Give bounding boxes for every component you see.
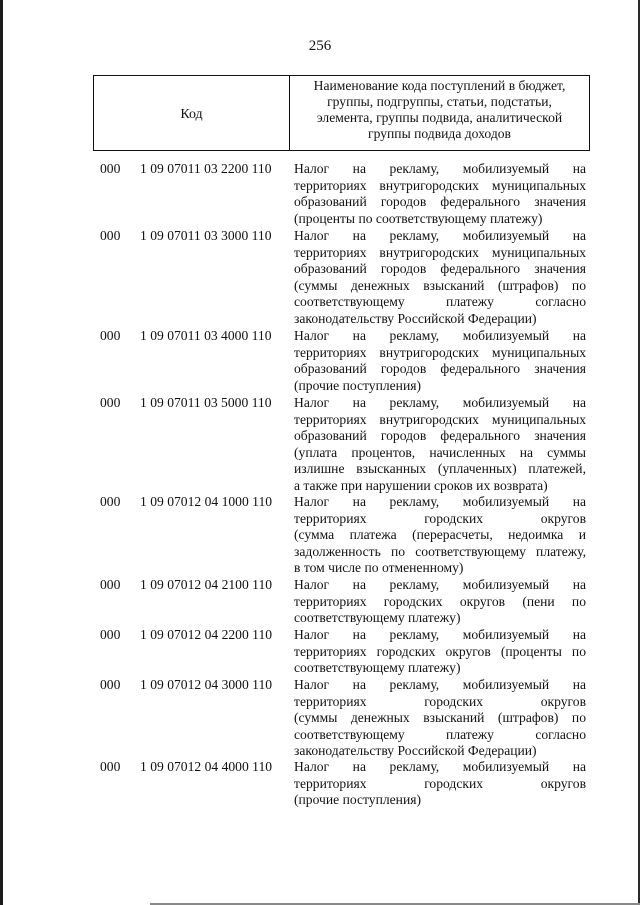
- description-line: образований городов федерального значения: [294, 261, 586, 276]
- description-line: территориях городских округов (проценты по: [294, 643, 586, 659]
- description-line: Налог на рекламу, мобилизуемый на: [294, 494, 586, 509]
- description-line: соответствующему платежу согласно: [294, 294, 586, 309]
- income-description: [294, 627, 586, 677]
- description-line: (прочие поступления): [294, 792, 422, 807]
- description-line: образований городов федерального значения: [294, 194, 586, 209]
- description-line: Налог на рекламу, мобилизуемый на: [294, 577, 586, 592]
- header-name-line: Наименование кода поступлений в бюджет,: [313, 78, 566, 93]
- page-number: 256: [308, 38, 332, 54]
- description-line: Налог на рекламу, мобилизуемый на: [294, 395, 586, 410]
- description-line: территориях городских округов: [294, 693, 586, 709]
- description-line: Налог на рекламу, мобилизуемый на: [294, 161, 586, 176]
- description-line: территориях внутригородских муниципальных: [294, 244, 586, 260]
- description-line: в том числе по отмененному): [294, 560, 464, 575]
- description-line: территориях внутригородских муниципальных: [294, 344, 586, 360]
- admin-code: 000: [100, 161, 121, 176]
- admin-code: 000: [100, 228, 121, 243]
- admin-code: 000: [100, 577, 121, 592]
- income-description: [294, 395, 586, 494]
- description-line: Налог на рекламу, мобилизуемый на: [294, 627, 586, 642]
- income-code: 1 09 07012 04 3000 110: [140, 677, 273, 692]
- description-line: территориях внутригородских муниципальных: [294, 177, 586, 193]
- admin-code: 000: [100, 328, 121, 343]
- description-line: задолженность по соответствующему платежу,: [294, 543, 586, 559]
- admin-code: 000: [100, 395, 121, 410]
- description-line: территориях внутригородских муниципальных: [294, 411, 586, 427]
- income-description: [294, 677, 586, 760]
- header-name-line: группы, подгруппы, статьи, подстатьи,: [327, 94, 552, 109]
- description-line: Налог на рекламу, мобилизуемый на: [294, 328, 586, 343]
- income-description: [294, 328, 586, 394]
- description-line: (суммы денежных взысканий (штрафов) по: [294, 277, 586, 293]
- income-code: 1 09 07011 03 5000 110: [140, 395, 272, 410]
- description-line: территориях городских округов (пени по: [294, 593, 586, 609]
- description-line: законодательству Российской Федерации): [294, 743, 537, 758]
- income-code: 1 09 07011 03 3000 110: [140, 228, 272, 243]
- income-code: 1 09 07011 03 2200 110: [140, 161, 272, 176]
- income-description: [294, 228, 586, 327]
- admin-code: 000: [100, 627, 121, 642]
- description-line: а также при нарушении сроков их возврата): [294, 477, 548, 493]
- header-name-line: элемента, группы подвида, аналитической: [316, 110, 563, 125]
- description-line: Налог на рекламу, мобилизуемый на: [294, 677, 586, 692]
- description-line: излишне взысканных (уплаченных) платежей,: [294, 461, 586, 476]
- income-description: [294, 577, 586, 627]
- income-code: 1 09 07012 04 2100 110: [140, 577, 273, 592]
- table-header: [93, 75, 590, 151]
- income-code: 1 09 07012 04 2200 110: [140, 627, 273, 642]
- admin-code: 000: [100, 494, 121, 509]
- income-description: [294, 161, 586, 227]
- description-line: соответствующему платежу согласно: [294, 726, 586, 742]
- header-name-line: группы подвида доходов: [368, 126, 511, 141]
- description-line: образований городов федерального значения: [294, 428, 586, 443]
- description-line: Налог на рекламу, мобилизуемый на: [294, 759, 586, 774]
- income-code: 1 09 07012 04 4000 110: [140, 759, 273, 774]
- description-line: (проценты по соответствующему платежу): [294, 210, 543, 226]
- description-line: соответствующему платежу): [294, 610, 461, 625]
- income-code: 1 09 07012 04 1000 110: [140, 494, 273, 509]
- description-line: (суммы денежных взысканий (штрафов) по: [294, 710, 586, 725]
- description-line: законодательству Российской Федерации): [294, 310, 537, 326]
- description-line: соответствующему платежу): [294, 660, 461, 675]
- description-line: Налог на рекламу, мобилизуемый на: [294, 228, 586, 243]
- description-line: (сумма платежа (перерасчеты, недоимка и: [294, 527, 586, 542]
- description-line: территориях городских округов: [294, 510, 586, 526]
- header-code-column: Код: [94, 76, 290, 150]
- description-line: (уплата процентов, начисленных на суммы: [294, 444, 586, 460]
- description-line: территориях городских округов: [294, 775, 586, 791]
- income-description: [294, 494, 586, 577]
- header-name-column: [290, 76, 589, 150]
- admin-code: 000: [100, 759, 121, 774]
- description-line: образований городов федерального значения: [294, 361, 586, 376]
- description-line: (прочие поступления): [294, 377, 422, 393]
- income-description: [294, 759, 586, 809]
- admin-code: 000: [100, 677, 121, 692]
- income-code: 1 09 07011 03 4000 110: [140, 328, 272, 343]
- scan-edge-left: [0, 0, 3, 905]
